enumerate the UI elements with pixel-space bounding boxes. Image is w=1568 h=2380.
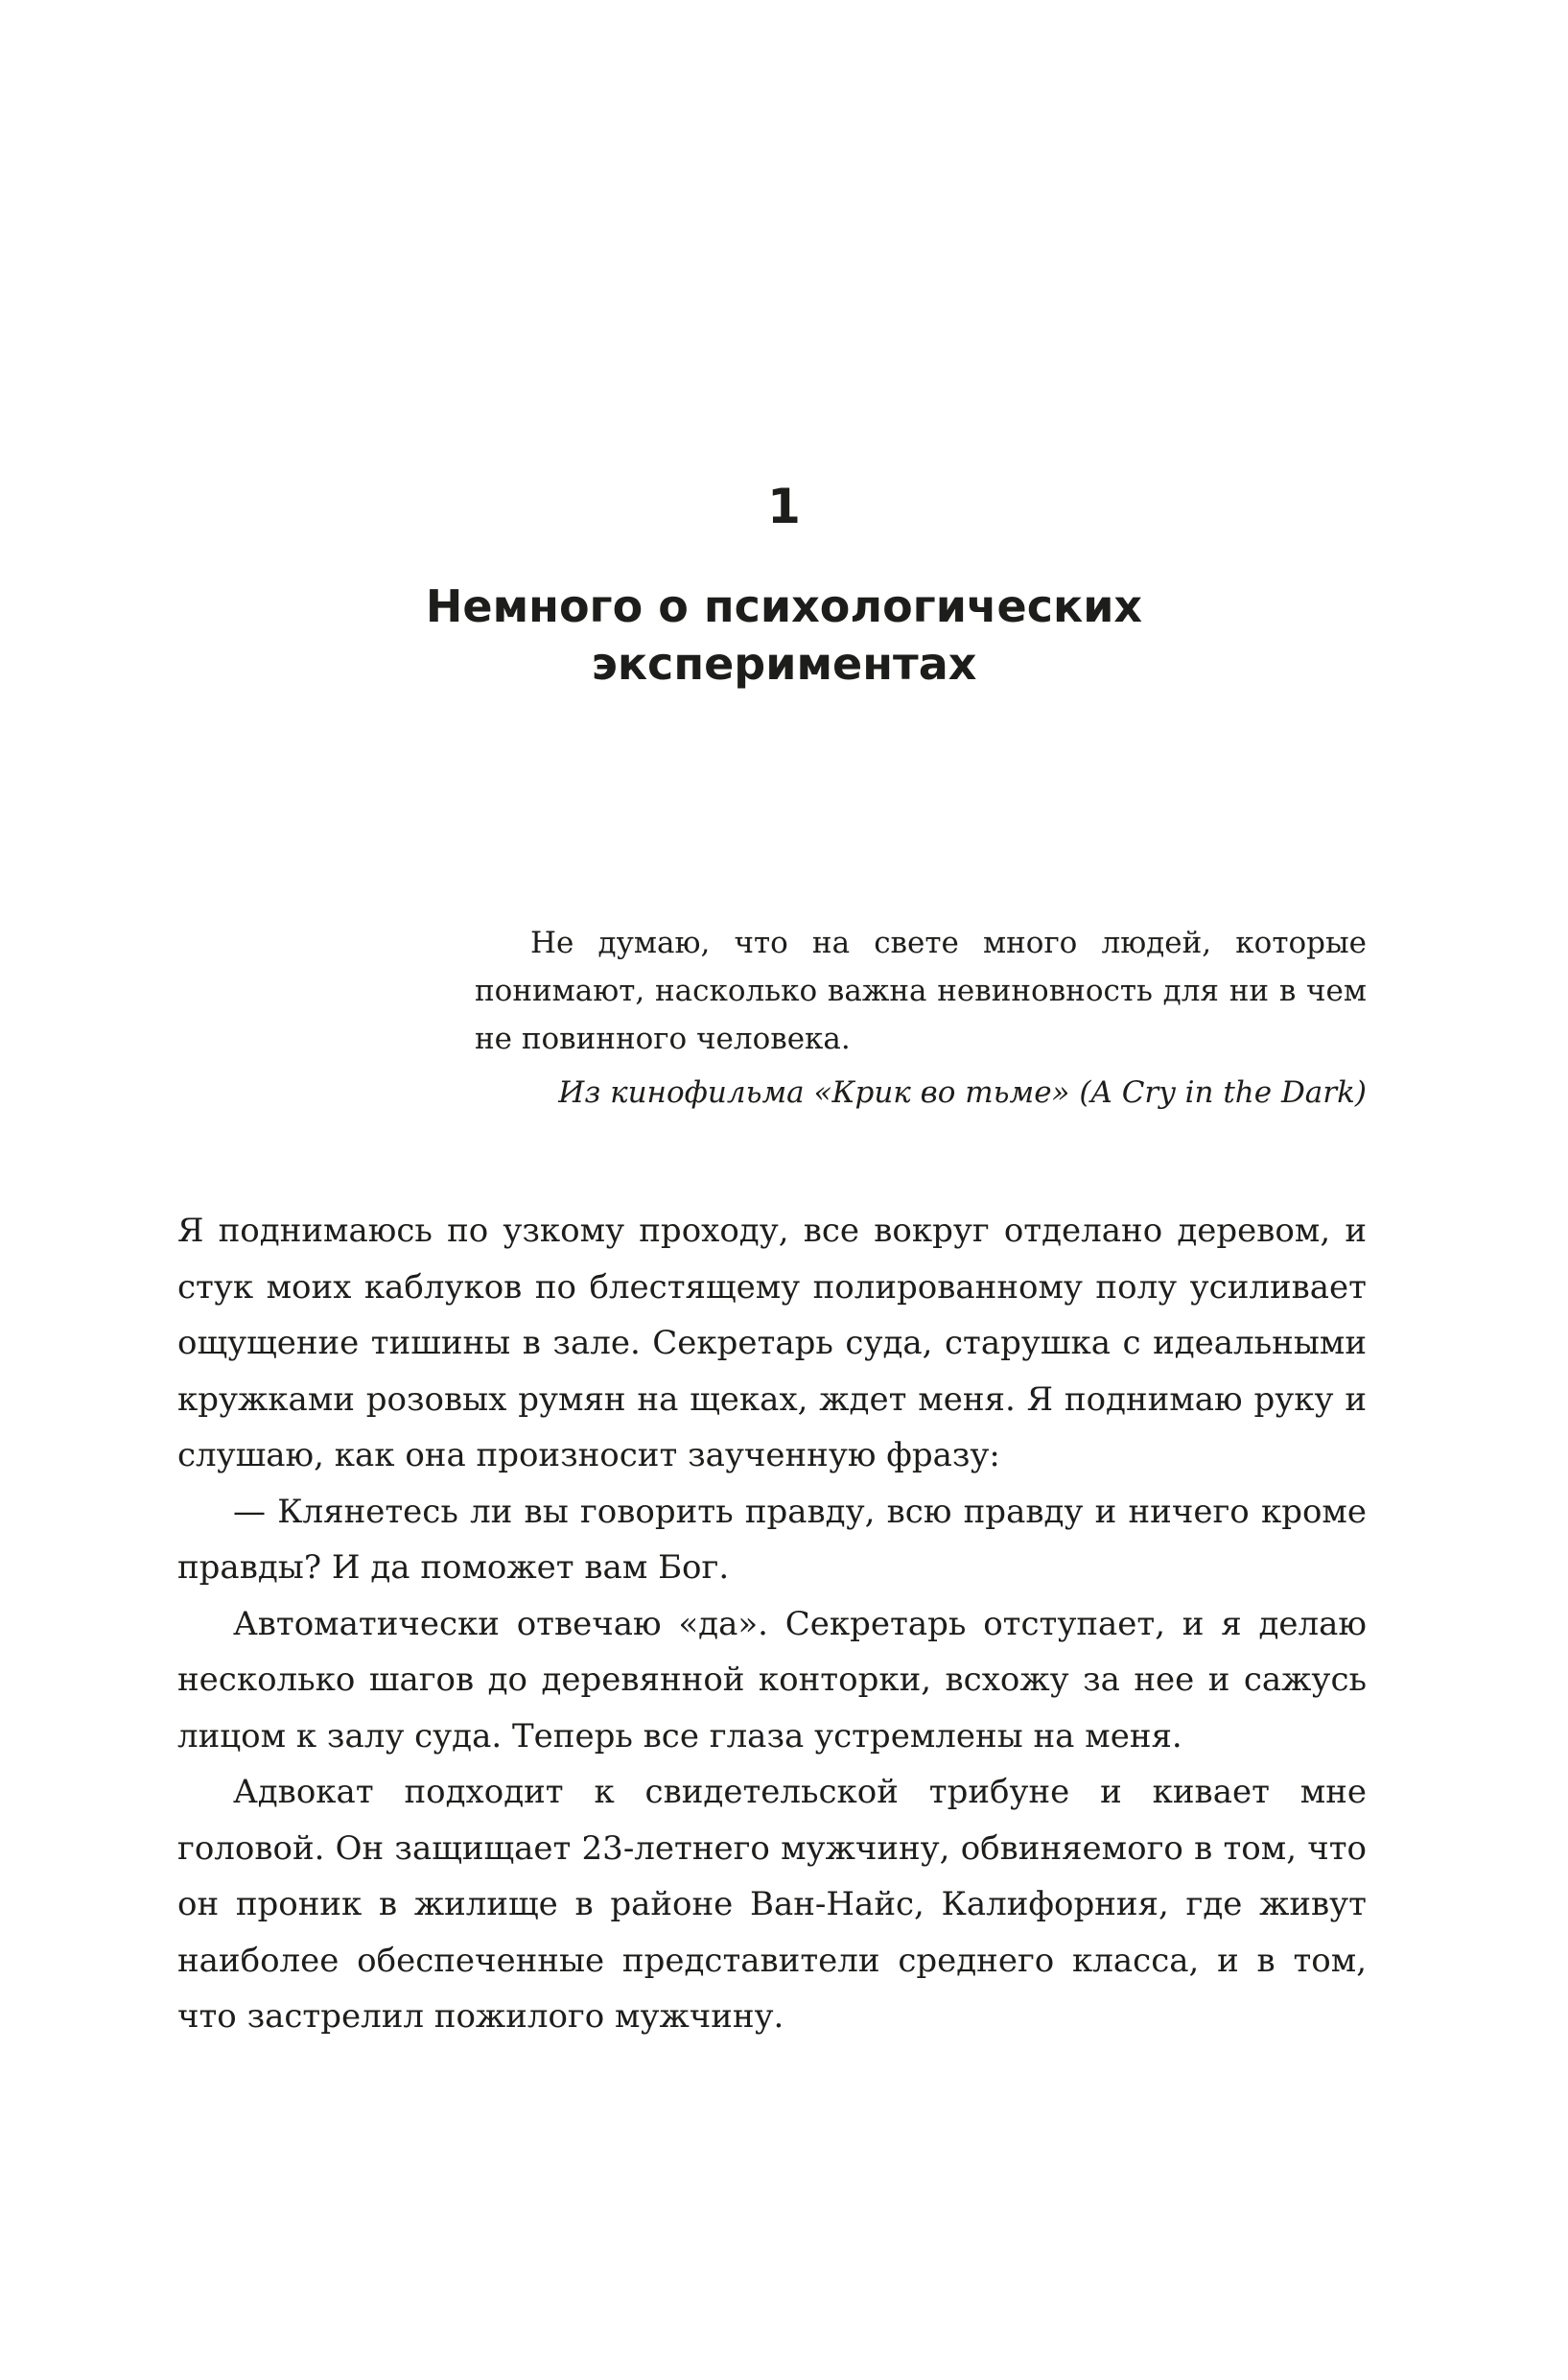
epigraph-quote: Не думаю, что на свете много людей, которые понимают, насколько важна невиновность для ни в чем не повинного человека.: [475, 926, 1367, 1056]
chapter-title-line-1: Немного о психологических: [425, 580, 1143, 632]
paragraph: Адвокат подходит к свидетельской трибуне и кивает мне головой. Он защищает 23-летнего мужчину, обвиняемого в том, что он проник в жилище в районе Ван-Найс, Калифорния, где живут наиболее обеспеченные представители среднего класса, и в том, что застрелил пожилого мужчину.: [177, 1773, 1367, 2036]
epigraph: [475, 919, 1367, 1117]
chapter-number: 1: [767, 479, 801, 534]
paragraph: Автоматически отвечаю «да». Секретарь отступает, и я делаю несколько шагов до деревянной конторки, всхожу за нее и сажусь лицом к залу суда. Теперь все глаза устремлены на меня.: [177, 1604, 1367, 1756]
chapter-title: [0, 577, 1568, 693]
paragraph: Я поднимаюсь по узкому проходу, все вокруг отделано деревом, и стук моих каблуков по блестящему полированному полу усиливает ощущение тишины в зале. Секретарь суда, старушка с идеальными кружками розовых румян на щеках, ждет меня. Я поднимаю руку и слушаю, как она произносит заученную фразу:: [177, 1212, 1367, 1474]
chapter-title-line-2: экспериментах: [591, 638, 977, 690]
body-text: [177, 1203, 1367, 2045]
epigraph-source: Из кинофильма «Крик во тьме» (A Cry in the Dark): [558, 1075, 1367, 1110]
paragraph: — Клянетесь ли вы говорить правду, всю правду и ничего кроме правды? И да поможет вам Бог.: [177, 1492, 1367, 1587]
